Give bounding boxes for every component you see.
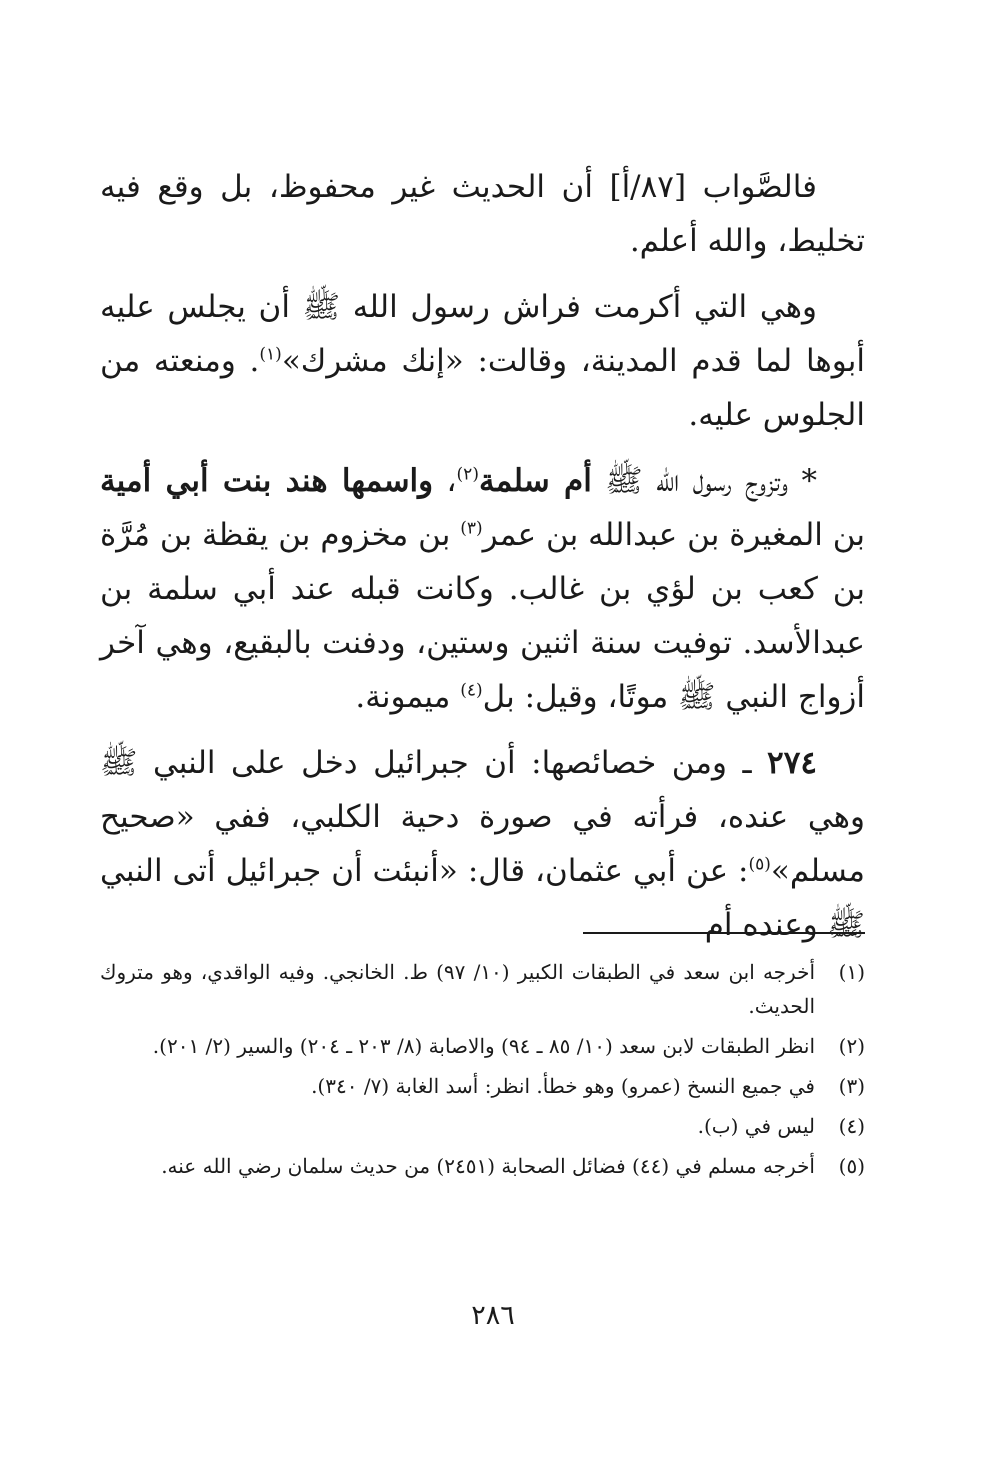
main-text [100, 160, 865, 964]
paragraph-2: وهي التي أكرمت فراش رسول الله ﷺ أن يجلس عليه أبوها لما قدم المدينة، وقالت: «إنك مشرك»$^{(١)}$. ومنعته من الجلوس عليه. [100, 289, 865, 433]
footnote-text: ليس في (ب). [697, 1114, 815, 1138]
footnote-number: (٤) [838, 1114, 865, 1138]
paragraph-4: ٢٧٤ ـ ومن خصائصها: أن جبرائيل دخل على النبي ﷺ وهي عنده، فرأته في صورة دحية الكلبي، ففي «صحيح مسلم»$^{(٥)}$: عن أبي عثمان، قال: «أنبئت أن جبرائيل أتى النبي ﷺ وعنده أم [100, 745, 865, 943]
footnote-number: (١) [838, 960, 865, 984]
footnote-ref-3[interactable]: (٣) [460, 518, 483, 539]
item-number: ٢٧٤ [767, 745, 817, 781]
footnote-text: انظر الطبقات لابن سعد (١٠/ ٨٥ ـ ٩٤) والاصابة (٨/ ٢٠٣ ـ ٢٠٤) والسير (٢/ ٢٠١). [152, 1034, 815, 1058]
footnote-number: (٥) [838, 1154, 865, 1178]
footnotes [100, 955, 865, 1189]
footnote [100, 1149, 865, 1183]
footnote-divider [583, 932, 865, 934]
footnote [100, 955, 865, 1023]
footnote-ref-5[interactable]: (٥) [748, 854, 771, 875]
footnote [100, 1109, 865, 1143]
footnote-text: أخرجه ابن سعد في الطبقات الكبير (١٠/ ٩٧) ط. الخانجي. وفيه الواقدي، وهو متروك الحديث. [100, 960, 816, 1018]
name-hind: واسمها هند بنت أبي أمية [100, 463, 434, 499]
footnote [100, 1069, 865, 1103]
page-number: ٢٨٦ [471, 1300, 515, 1331]
footnote-ref-2[interactable]: (٢) [456, 464, 479, 485]
footnote [100, 1029, 865, 1063]
footnote-number: (٢) [838, 1034, 865, 1058]
paragraph-3: * وتزوج رسول الله ﷺ أم سلمة$^{(٢)}$، واسمها هند بنت أبي أمية بن المغيرة بن عبدالله بن عمر$^{(٣)}$ بن مخزوم بن يقظة بن مُرَّة بن كعب بن لؤي بن غالب. وكانت قبله عند أبي سلمة بن عبدالأسد. توفيت سنة اثنين وستين، ودفنت بالبقيع، وهي آخر أزواج النبي ﷺ موتًا، وقيل: بل$^{(٤)}$ ميمونة. [100, 463, 865, 715]
footnote-text: أخرجه مسلم في (٤٤) فضائل الصحابة (٢٤٥١) من حديث سلمان رضي الله عنه. [161, 1154, 815, 1178]
paragraph-1: فالصَّواب [٨٧/أ] أن الحديث غير محفوظ، بل وقع فيه تخليط، والله أعلم. [100, 169, 865, 259]
footnote-ref-4[interactable]: (٤) [460, 680, 483, 701]
footnote-text: في جميع النسخ (عمرو) وهو خطأ. انظر: أسد الغابة (٧/ ٣٤٠). [311, 1074, 815, 1098]
name-umm-salama: أم سلمة [478, 463, 592, 499]
footnote-number: (٣) [838, 1074, 865, 1098]
footnote-ref-1[interactable]: (١) [259, 344, 282, 365]
